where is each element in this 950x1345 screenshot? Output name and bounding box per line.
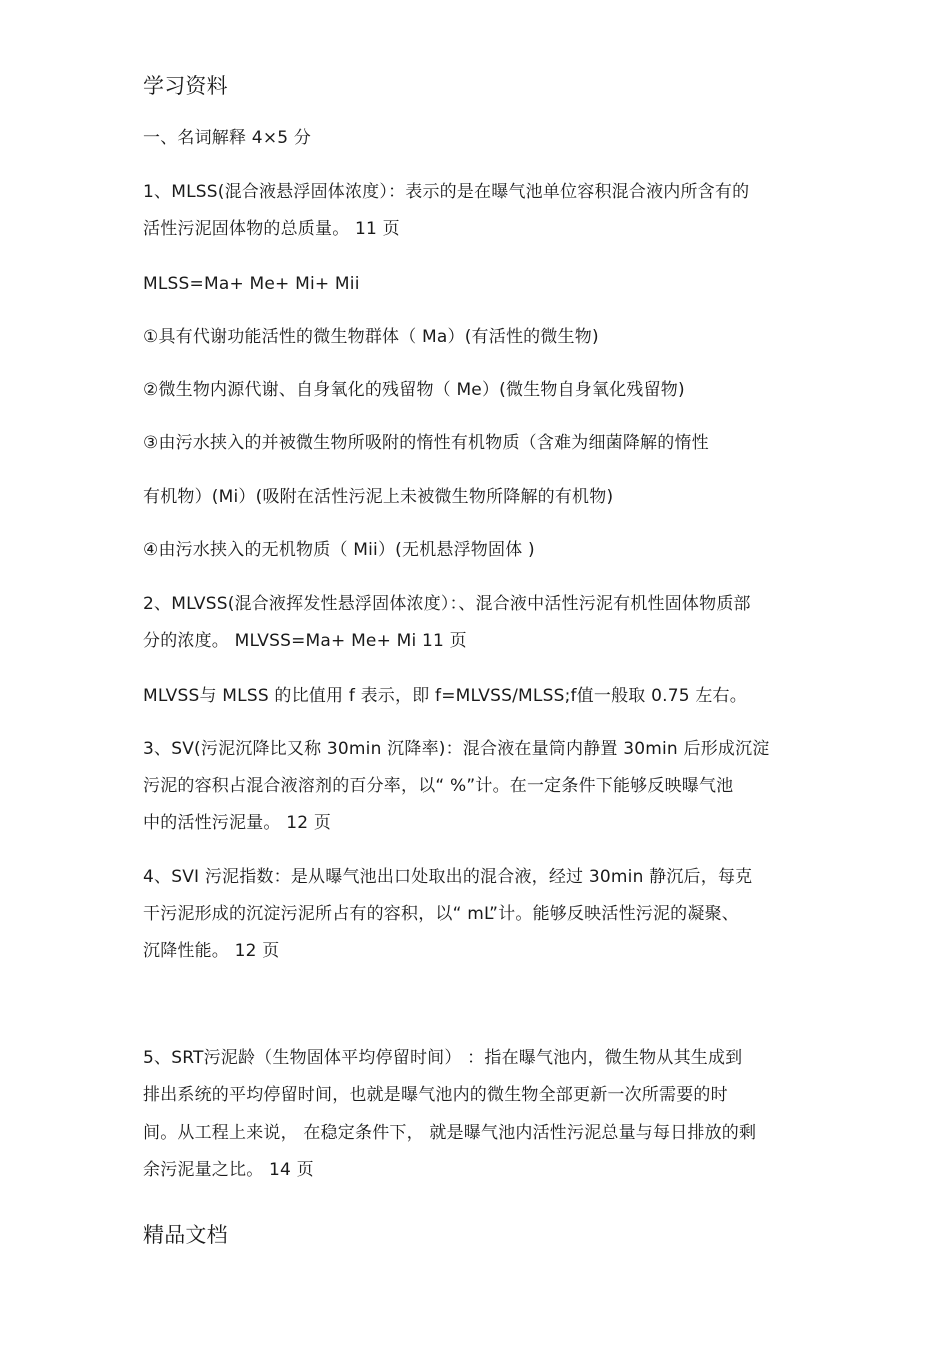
list-item-me: ②微生物内源代谢、自身氧化的残留物（ Me）(微生物自身氧化残留物) [143,380,685,400]
section-title: 一、名词解释 4×5 分 [143,128,312,148]
paragraph-mlvss-line-1: 2、MLVSS(混合液挥发性悬浮固体浓度）：、混合液中活性污泥有机性固体物质部 [143,594,751,614]
paragraph-svi-line-1: 4、SVI 污泥指数：是从曝气池出口处取出的混合液，经过 30min 静沉后，每克 [143,867,753,887]
list-item-mi-line-2: 有机物）(Mi）(吸附在活性污泥上未被微生物所降解的有机物) [143,487,614,507]
paragraph-srt-line-3: 间。从工程上来说， 在稳定条件下， 就是曝气池内活性污泥总量与每日排放的剩 [143,1123,757,1143]
paragraph-svi-line-2: 干污泥形成的沉淀污泥所占有的容积，以“ mL”计。能够反映活性污泥的凝聚、 [143,904,739,924]
paragraph-sv-line-3: 中的活性污泥量。 12 页 [143,813,332,833]
list-item-ma: ①具有代谢功能活性的微生物群体（ Ma）(有活性的微生物) [143,327,599,347]
paragraph-ratio-f: MLVSS与 MLSS 的比值用 f 表示，即 f=MLVSS/MLSS;f值一般取 0.75 左右。 [143,686,747,706]
paragraph-srt-line-1: 5、SRT污泥龄（生物固体平均停留时间） ：指在曝气池内，微生物从其生成到 [143,1048,743,1068]
header-title: 学习资料 [143,74,228,98]
paragraph-sv-line-1: 3、SV(污泥沉降比又称 30min 沉降率)：混合液在量筒内静置 30min 后形成沉淀 [143,739,770,759]
paragraph-mlss-line-1: 1、MLSS(混合液悬浮固体浓度）：表示的是在曝气池单位容积混合液内所含有的 [143,182,750,202]
list-item-mi-line-1: ③由污水挟入的并被微生物所吸附的惰性有机物质（含难为细菌降解的惰性 [143,433,709,453]
paragraph-srt-line-2: 排出系统的平均停留时间，也就是曝气池内的微生物全部更新一次所需要的时 [143,1085,728,1105]
footer-title: 精品文档 [143,1223,228,1247]
paragraph-srt-line-4: 余污泥量之比。 14 页 [143,1160,314,1180]
paragraph-mlvss-line-2: 分的浓度。 MLVSS=Ma+ Me+ Mi 11 页 [143,631,467,651]
paragraph-svi-line-3: 沉降性能。 12 页 [143,941,280,961]
paragraph-sv-line-2: 污泥的容积占混合液溶剂的百分率，以“ %”计。在一定条件下能够反映曝气池 [143,776,734,796]
formula-mlss: MLSS=Ma+ Me+ Mi+ Mii [143,274,360,294]
list-item-mii: ④由污水挟入的无机物质（ Mii）(无机悬浮物固体 ) [143,540,535,560]
paragraph-mlss-line-2: 活性污泥固体物的总质量。 11 页 [143,219,400,239]
